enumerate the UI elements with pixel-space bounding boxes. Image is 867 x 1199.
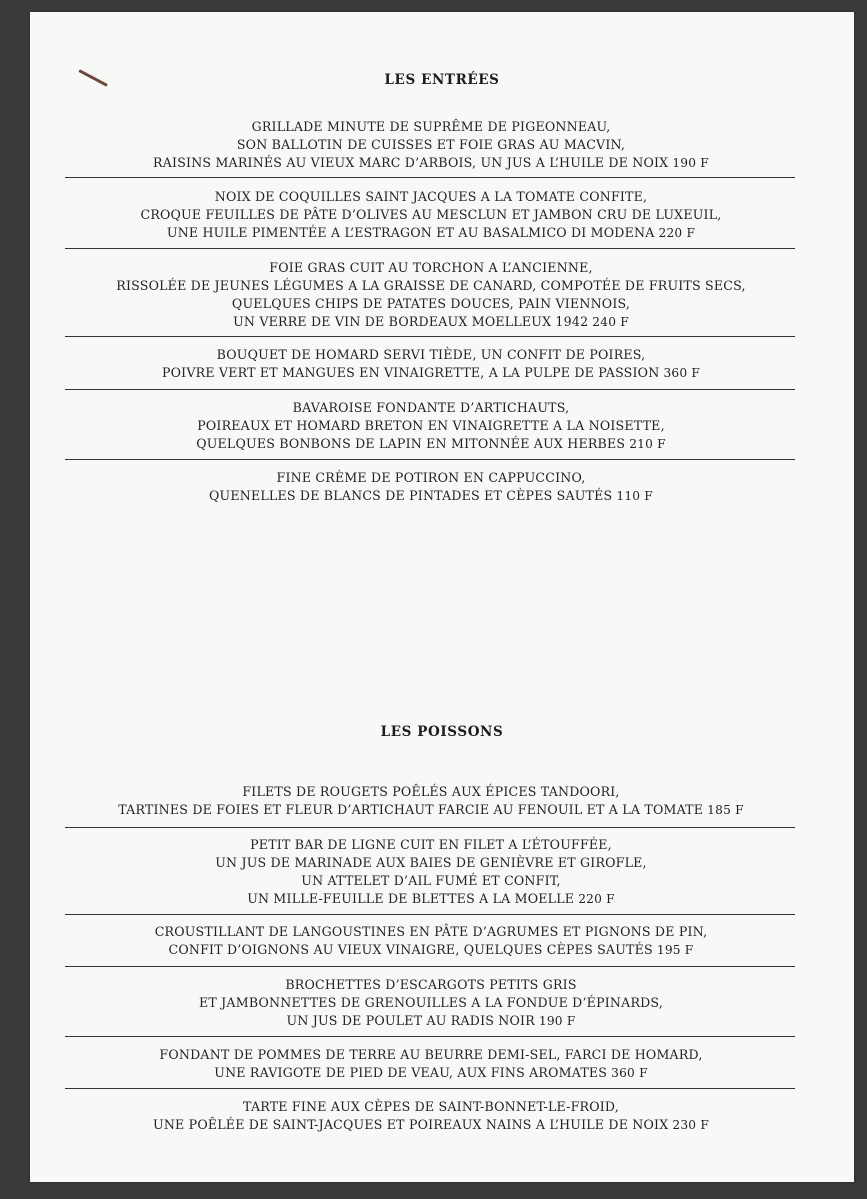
menu-item: [66, 836, 796, 908]
item-line: NOIX DE COQUILLES SAINT JACQUES A LA TOMATE CONFITE,: [214, 189, 648, 204]
divider: [65, 827, 795, 828]
item-line: ET JAMBONNETTES DE GRENOUILLES A LA FONDUE D’ÉPINARDS,: [198, 995, 663, 1010]
item-line: SON BALLOTIN DE CUISSES ET FOIE GRAS AU MACVIN,: [236, 137, 626, 152]
item-line: UNE POÊLÉE DE SAINT-JACQUES ET POIREAUX NAINS A L’HUILE DE NOIX: [153, 1117, 669, 1132]
divider: [65, 459, 795, 460]
menu-item: [66, 1046, 796, 1082]
divider: [65, 248, 795, 249]
item-line: QUENELLES DE BLANCS DE PINTADES ET CÈPES SAUTÉS: [209, 488, 613, 503]
item-line: BOUQUET DE HOMARD SERVI TIÈDE, UN CONFIT DE POIRES,: [216, 347, 646, 362]
item-line: UNE RAVIGOTE DE PIED DE VEAU, AUX FINS AROMATES: [214, 1065, 608, 1080]
item-price: 230 F: [672, 1118, 709, 1132]
item-line: UN JUS DE MARINADE AUX BAIES DE GENIÈVRE ET GIROFLE,: [215, 855, 647, 870]
item-line: TARTE FINE AUX CÈPES DE SAINT-BONNET-LE-FROID,: [243, 1099, 619, 1114]
item-price: 220 F: [658, 226, 696, 240]
menu-item: [66, 1098, 796, 1134]
menu-page: [30, 12, 854, 1182]
item-price: 190 F: [538, 1014, 576, 1028]
item-price: 210 F: [629, 437, 666, 451]
item-line: FINE CRÈME DE POTIRON EN CAPPUCCINO,: [276, 470, 586, 485]
menu-item: [66, 923, 796, 959]
item-price: 360 F: [611, 1066, 648, 1080]
item-line: RISSOLÉE DE JEUNES LÉGUMES A LA GRAISSE DE CANARD, COMPOTÉE DE FRUITS SECS,: [116, 278, 746, 293]
menu-item: [66, 346, 796, 382]
item-price: 190 F: [672, 156, 709, 170]
menu-item: [66, 259, 796, 331]
menu-item: [66, 118, 796, 172]
item-price: 240 F: [592, 315, 629, 329]
item-line: BROCHETTES D’ESCARGOTS PETITS GRIS: [285, 977, 577, 992]
item-line: UN VERRE DE VIN DE BORDEAUX MOELLEUX 1942: [233, 314, 589, 329]
menu-item: [66, 399, 796, 453]
item-line: POIREAUX ET HOMARD BRETON EN VINAIGRETTE A LA NOISETTE,: [197, 418, 665, 433]
menu-item: [66, 783, 796, 819]
item-line: FONDANT DE POMMES DE TERRE AU BEURRE DEMI-SEL, FARCI DE HOMARD,: [159, 1047, 703, 1062]
item-line: PETIT BAR DE LIGNE CUIT EN FILET A L’ÉTOUFFÉE,: [250, 837, 612, 852]
item-line: UNE HUILE PIMENTÉE A L’ESTRAGON ET AU BASALMICO DI MODENA: [166, 225, 655, 240]
divider: [65, 966, 795, 967]
item-line: RAISINS MARINÉS AU VIEUX MARC D’ARBOIS, UN JUS A L’HUILE DE NOIX: [153, 155, 669, 170]
section-title-entrees: LES ENTRÉES: [384, 72, 500, 88]
item-line: CROUSTILLANT DE LANGOUSTINES EN PÂTE D’AGRUMES ET PIGNONS DE PIN,: [154, 924, 708, 939]
item-price: 185 F: [707, 803, 744, 817]
divider: [65, 1088, 795, 1089]
item-line: FILETS DE ROUGETS POÊLÉS AUX ÉPICES TANDOORI,: [242, 784, 620, 799]
divider: [65, 914, 795, 915]
item-line: TARTINES DE FOIES ET FLEUR D’ARTICHAUT FARCIE AU FENOUIL ET A LA TOMATE: [118, 802, 704, 817]
item-line: QUELQUES BONBONS DE LAPIN EN MITONNÉE AUX HERBES: [196, 436, 626, 451]
item-price: 195 F: [656, 943, 694, 957]
menu-item: [66, 469, 796, 505]
item-line: BAVAROISE FONDANTE D’ARTICHAUTS,: [292, 400, 570, 415]
menu-item: [66, 188, 796, 242]
item-line: GRILLADE MINUTE DE SUPRÊME DE PIGEONNEAU,: [251, 119, 611, 134]
item-line: UN JUS DE POULET AU RADIS NOIR: [286, 1013, 535, 1028]
divider: [65, 336, 795, 337]
divider: [65, 177, 795, 178]
item-line: CONFIT D’OIGNONS AU VIEUX VINAIGRE, QUELQUES CÈPES SAUTÉS: [168, 942, 653, 957]
item-line: UN MILLE-FEUILLE DE BLETTES A LA MOELLE: [247, 891, 575, 906]
item-price: 110 F: [616, 489, 653, 503]
item-line: UN ATTELET D’AIL FUMÉ ET CONFIT,: [301, 873, 561, 888]
item-line: FOIE GRAS CUIT AU TORCHON A L’ANCIENNE,: [269, 260, 593, 275]
item-line: QUELQUES CHIPS DE PATATES DOUCES, PAIN VIENNOIS,: [231, 296, 631, 311]
section-title-poissons: LES POISSONS: [380, 724, 504, 740]
item-line: CROQUE FEUILLES DE PÂTE D’OLIVES AU MESCLUN ET JAMBON CRU DE LUXEUIL,: [140, 207, 722, 222]
divider: [65, 389, 795, 390]
menu-item: [66, 976, 796, 1030]
item-line: POIVRE VERT ET MANGUES EN VINAIGRETTE, A LA PULPE DE PASSION: [161, 365, 660, 380]
item-price: 220 F: [578, 892, 615, 906]
item-price: 360 F: [663, 366, 701, 380]
divider: [65, 1036, 795, 1037]
